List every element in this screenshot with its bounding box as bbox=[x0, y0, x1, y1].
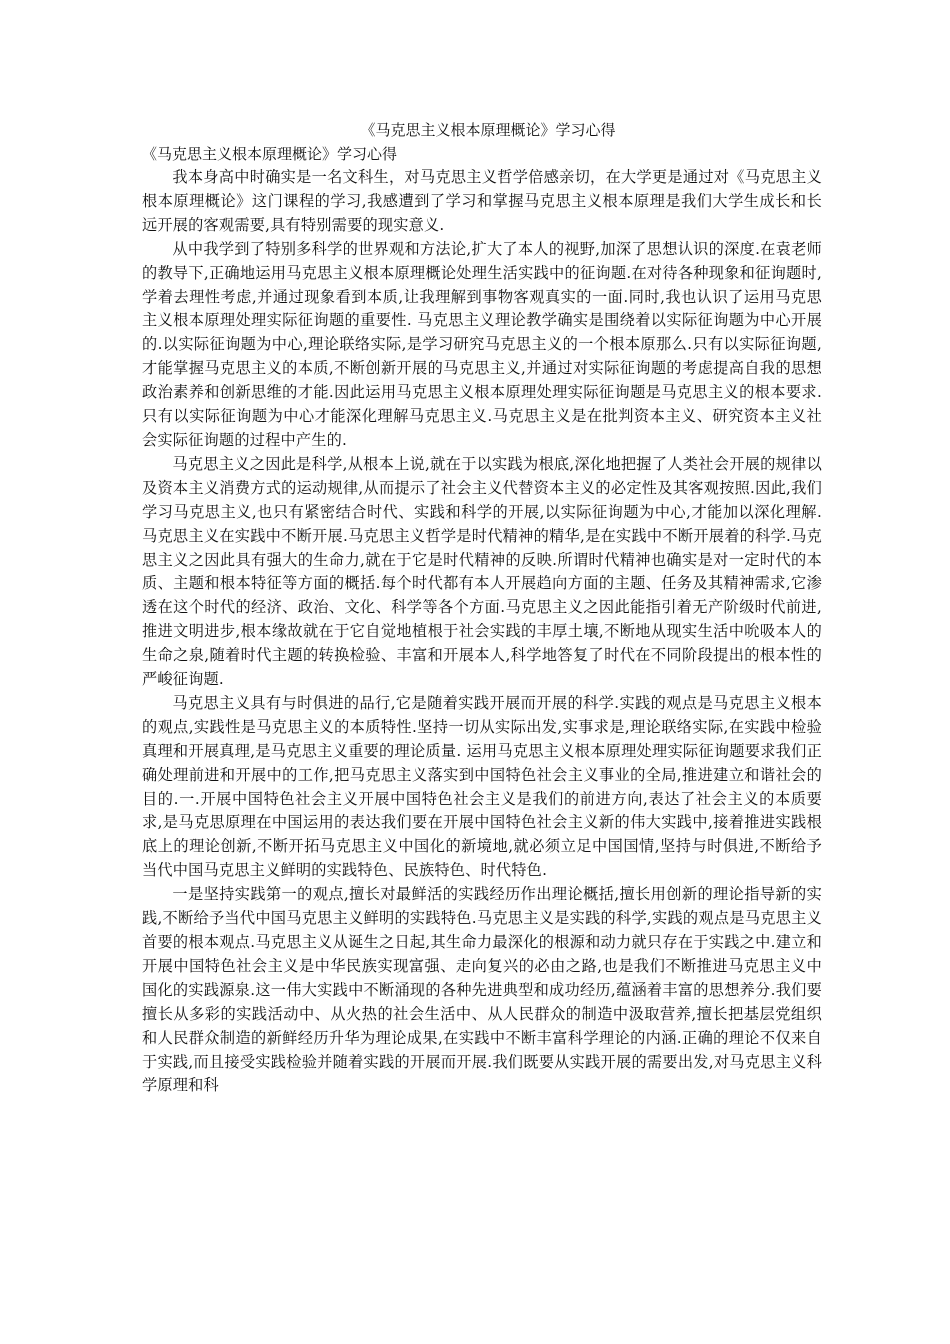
paragraph-intro: 我本身高中时确实是一名文科生，对马克思主义哲学倍感亲切，在大学更是通过对《马克思主义根本原理概论》这门课程的学习,我感遭到了学习和掌握马克思主义根本原理是我们大学生成长和长远开展的客观需要,具有特别需要的现实意义. bbox=[142, 168, 822, 234]
document-page bbox=[142, 118, 822, 1098]
paragraph-progress: 马克思主义具有与时俱进的品行,它是随着实践开展而开展的科学.实践的观点是马克思主义根本的观点,实践性是马克思主义的本质特性.坚持一切从实际出发,实事求是,理论联络实际,在实践中检验真理和开展真理,是马克思主义重要的理论质量. 运用马克思主义根本原理处理实际征询题要求我们正确处理前进和开展中的工作,把马克思主义落实到中国特色社会主义事业的全局,推进建立和谐社会的目的.一.开展中国特色社会主义开展中国特色社会主义是我们的前进方向,表达了社会主义的本质要求,是马克思原理在中国运用的表达我们要在开展中国特色社会主义新的伟大实践中,接着推进实践根底上的理论创新,不断开拓马克思主义中国化的新境地,就必须立足中国国情,坚持与时俱进,不断给予当代中国马克思主义鲜明的实践特色、民族特色、时代特色. bbox=[142, 693, 822, 880]
paragraph-practice: 一是坚持实践第一的观点,擅长对最鲜活的实践经历作出理论概括,擅长用创新的理论指导新的实践,不断给予当代中国马克思主义鲜明的实践特色.马克思主义是实践的科学,实践的观点是马克思主义首要的根本观点.马克思主义从诞生之日起,其生命力最深化的根源和动力就只存在于实践之中.建立和开展中国特色社会主义是中华民族实现富强、走向复兴的必由之路,也是我们不断推进马克思主义中国化的实践源泉.这一伟大实践中不断涌现的各种先进典型和成功经历,蕴涵着丰富的思想养分.我们要擅长从多彩的实践活动中、从火热的社会生活中、从人民群众的制造中汲取营养,擅长把基层党组织和人民群众制造的新鲜经历升华为理论成果,在实践中不断丰富科学理论的内涵.正确的理论不仅来自于实践,而且接受实践检验并随着实践的开展而开展.我们既要从实践开展的需要出发,对马克思主义科学原理和科 bbox=[142, 885, 822, 1095]
paragraph-worldview: 从中我学到了特别多科学的世界观和方法论,扩大了本人的视野,加深了思想认识的深度.在袁老师的教导下,正确地运用马克思主义根本原理概论处理生活实践中的征询题.在对待各种现象和征询题时,学着去理性考虑,并通过现象看到本质,让我理解到事物客观真实的一面.同时,我也认识了运用马克思主义根本原理处理实际征询题的重要性. 马克思主义理论教学确实是围绕着以实际征询题为中心开展的.以实际征询题为中心,理论联络实际,是学习研究马克思主义的一个根本原那么.只有以实际征询题,才能掌握马克思主义的本质,不断创新开展的马克思主义,并通过对实际征询题的考虑提高自我的思想政治素养和创新思维的才能.因此运用马克思主义根本原理处理实际征询题是马克思主义的根本要求. 只有以实际征询题为中心才能深化理解马克思主义.马克思主义是在批判资本主义、研究资本主义社会实际征询题的过程中产生的. bbox=[142, 239, 822, 449]
document-subtitle: 《马克思主义根本原理概论》学习心得 bbox=[142, 145, 398, 163]
paragraph-science: 马克思主义之因此是科学,从根本上说,就在于以实践为根底,深化地把握了人类社会开展的规律以及资本主义消费方式的运动规律,从而提示了社会主义代替资本主义的必定性及其客观按照.因此,我们学习马克思主义,也只有紧密结合时代、实践和科学的开展,以实际征询题为中心,才能加以深化理解. 马克思主义在实践中不断开展.马克思主义哲学是时代精神的精华,是在实践中不断开展着的科学.马克思主义之因此具有强大的生命力,就在于它是时代精神的反映.所谓时代精神也确实是对一定时代的本质、主题和根本特征等方面的概括.每个时代都有本人开展趋向方面的主题、任务及其精神需求,它渗透在这个时代的经济、政治、文化、科学等各个方面.马克思主义之因此能指引着无产阶级时代前进,推进文明进步,根本缘故就在于它自觉地植根于社会实践的丰厚土壤,不断地从现实生活中吮吸本人的生命之泉,随着时代主题的转换检验、丰富和开展本人,科学地答复了时代在不同阶段提出的根本性的严峻征询题. bbox=[142, 454, 822, 689]
document-title: 《马克思主义根本原理概论》学习心得 bbox=[360, 121, 616, 139]
